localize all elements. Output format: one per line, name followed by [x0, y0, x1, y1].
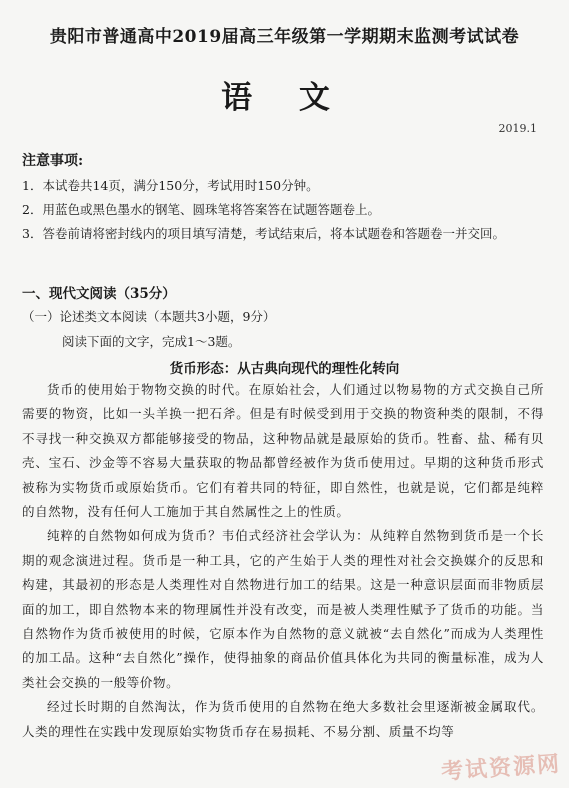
passage-title: 货币形态：从古典向现代的理性化转向	[169, 361, 400, 377]
note-item: 3．答卷前请将密封线内的项目填写清楚，考试结束后，将本试题卷和答题卷一并交回。	[22, 226, 505, 241]
note-item: 2．用蓝色或黑色墨水的钢笔、圆珠笔将答案答在试题答题卷上。	[22, 202, 380, 217]
passage-paragraph: 纯粹的自然物如何成为货币？韦伯式经济社会学认为：从纯粹自然物到货币是一个长期的观念演进过程。货币是一种工具，它的产生始于人类的理性对社会交换媒介的反思和构建，其最初的形态是人类理性对自然物进行加工的结果。这是一种意识层面而非物质层面的加工，即自然物本来的物理属性并没有改变，而是被人类理性赋予了货币的功能。当自然物作为货币被使用的时候，它原本作为自然物的意义就被“去自然化”而成为人类理性的加工品。这种“去自然化”操作，使得抽象的商品价值具体化为共同的衡量标准，成为人类社会交换的一般等价物。	[22, 528, 544, 690]
subject-title: 语 文	[221, 80, 348, 116]
subsection-heading: （一）论述类文本阅读（本题共3小题，9分）	[22, 309, 276, 324]
site-watermark: 考试资源网	[440, 751, 562, 786]
notes-heading: 注意事项:	[22, 153, 84, 169]
notes-list	[22, 174, 552, 246]
note-item: 1．本试卷共14页，满分150分，考试用时150分钟。	[22, 178, 319, 193]
exam-date: 2019.1	[498, 122, 537, 135]
section-heading: 一、现代文阅读（35分）	[22, 286, 176, 302]
reading-instruction: 阅读下面的文字，完成1～3题。	[62, 334, 241, 349]
exam-title: 贵阳市普通高中2019届高三年级第一学期期末监测考试试卷	[49, 27, 520, 47]
passage-paragraph: 货币的使用始于物物交换的时代。在原始社会，人们通过以物易物的方式交换自己所需要的物资，比如一头羊换一把石斧。但是有时候受到用于交换的物资种类的限制，不得不寻找一种交换双方都能够接受的物品，这种物品就是最原始的货币。牲畜、盐、稀有贝壳、宝石、沙金等不容易大量获取的物品都曾经被作为货币使用过。早期的这种货币形式被称为实物货币或原始货币。它们有着共同的特征，即自然性，也就是说，它们都是纯粹的自然物，没有任何人工施加于其自然属性之上的性质。	[22, 382, 544, 520]
passage-body	[22, 378, 544, 744]
passage-paragraph: 经过长时期的自然淘汰，作为货币使用的自然物在绝大多数社会里逐渐被金属取代。人类的理性在实践中发现原始实物货币存在易损耗、不易分割、质量不均等	[22, 699, 544, 739]
